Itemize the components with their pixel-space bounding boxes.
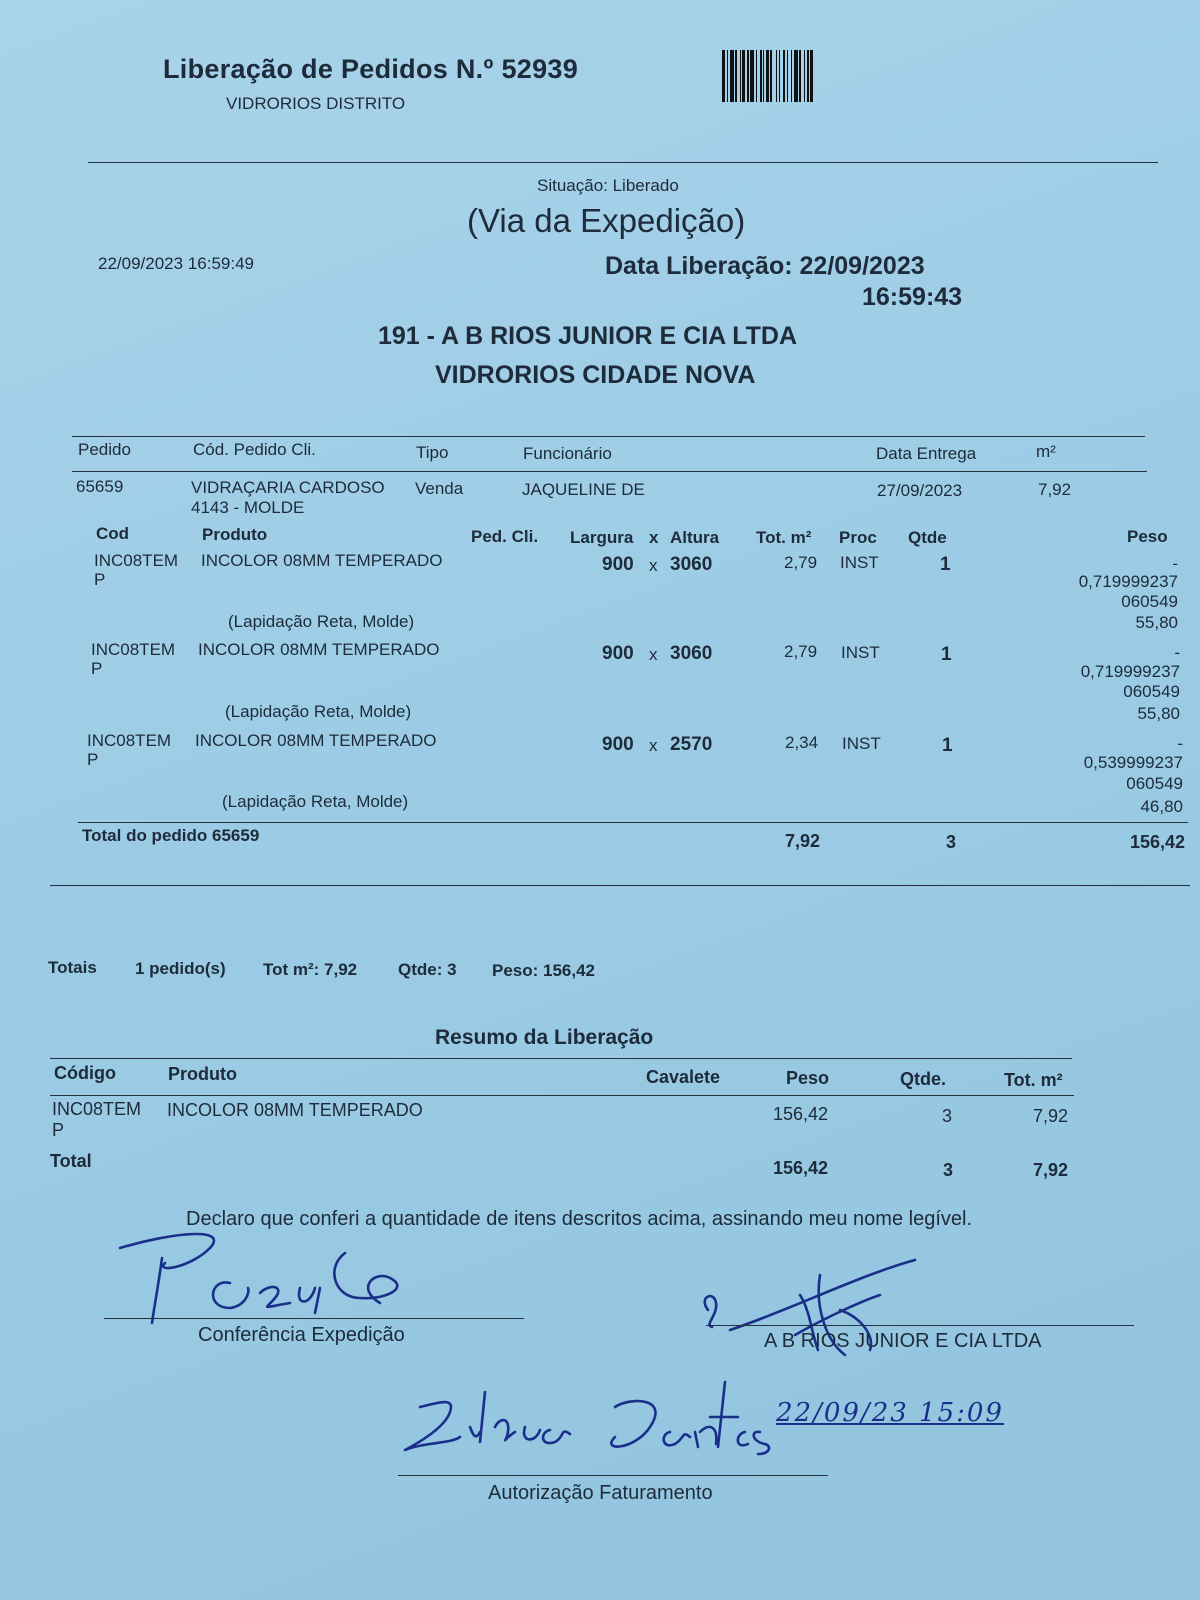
- item-product: INCOLOR 08MM TEMPERADO: [198, 640, 440, 659]
- item-col-altura: Altura: [670, 528, 720, 547]
- summary-total-weight: 156,42: [773, 1158, 829, 1178]
- release-time: 16:59:43: [862, 283, 963, 311]
- item-weight-cont: 060549: [1123, 682, 1180, 701]
- client-order-code-2: 4143 - MOLDE: [191, 498, 305, 517]
- signature-line-autorizacao: [398, 1475, 828, 1476]
- totals-qty: Qtde: 3: [398, 960, 457, 979]
- item-weight: 0,719999237: [1080, 662, 1180, 681]
- item-height: 3060: [670, 554, 713, 575]
- item-obs: (Lapidação Reta, Molde): [228, 612, 415, 631]
- item-product: INCOLOR 08MM TEMPERADO: [195, 731, 437, 750]
- signature-label-client: A B RIOS JUNIOR E CIA LTDA: [764, 1330, 1042, 1352]
- order-total-label: Total do pedido 65659: [82, 826, 260, 845]
- client-name: 191 - A B RIOS JUNIOR E CIA LTDA: [378, 322, 798, 350]
- item-proc: INST: [842, 734, 881, 753]
- document-title: Liberação de Pedidos N.º 52939: [163, 54, 579, 84]
- item-cod: INC08TEM: [94, 551, 179, 570]
- item-weight-total: 46,80: [1140, 797, 1183, 816]
- summary-col-tot-m2: Tot. m²: [1004, 1070, 1063, 1090]
- item-col-proc: Proc: [839, 528, 877, 547]
- status-label: Situação: Liberado: [537, 176, 679, 195]
- item-width: 900: [602, 554, 634, 575]
- summary-total-m2: 7,92: [1033, 1160, 1069, 1180]
- item-weight-cont: 060549: [1126, 774, 1183, 793]
- summary-code-cont: P: [52, 1120, 65, 1140]
- signature-conferencia: [110, 1228, 430, 1338]
- employee: JAQUELINE DE: [522, 480, 645, 499]
- order-table-top-rule: [72, 436, 1145, 437]
- order-total-rule: [78, 822, 1188, 823]
- order-total-weight: 156,42: [1129, 832, 1185, 852]
- barcode-image: [722, 50, 908, 102]
- summary-top-rule: [50, 1058, 1072, 1059]
- summary-product: INCOLOR 08MM TEMPERADO: [167, 1100, 423, 1120]
- item-col-tot-m2: Tot. m²: [756, 528, 812, 547]
- item-proc: INST: [840, 553, 879, 572]
- item-proc: INST: [841, 643, 880, 662]
- release-date: Data Liberação: 22/09/2023: [605, 252, 925, 280]
- totals-m2: Tot m²: 7,92: [263, 960, 358, 979]
- item-x: x: [649, 736, 658, 755]
- item-cod: INC08TEM: [91, 640, 176, 659]
- summary-col-peso: Peso: [786, 1068, 830, 1088]
- summary-qty: 3: [942, 1106, 953, 1126]
- item-weight-dash: -: [1174, 643, 1180, 662]
- summary-header-rule: [50, 1095, 1074, 1096]
- issuer-name: VIDRORIOS DISTRITO: [226, 94, 406, 113]
- item-height: 2570: [670, 734, 713, 755]
- copy-type: (Via da Expedição): [467, 202, 746, 239]
- item-weight-total: 55,80: [1137, 704, 1180, 723]
- item-weight-total: 55,80: [1135, 613, 1178, 632]
- item-col-x: x: [649, 528, 659, 547]
- col-data-entrega: Data Entrega: [876, 444, 977, 463]
- item-tot-m2: 2,34: [785, 733, 819, 752]
- declaration-text: Declaro que conferi a quantidade de itens descritos acima, assinando meu nome legível.: [186, 1208, 973, 1230]
- client-store: VIDRORIOS CIDADE NOVA: [435, 361, 756, 389]
- item-tot-m2: 2,79: [784, 642, 818, 661]
- header-divider: [88, 162, 1158, 163]
- item-x: x: [649, 645, 658, 664]
- summary-m2: 7,92: [1033, 1106, 1069, 1126]
- item-width: 900: [602, 643, 634, 664]
- summary-col-produto: Produto: [168, 1064, 237, 1084]
- item-qty: 1: [941, 644, 952, 665]
- summary-col-cavalete: Cavalete: [646, 1067, 721, 1087]
- item-col-ped-cli: Ped. Cli.: [471, 527, 539, 546]
- item-col-produto: Produto: [202, 525, 268, 544]
- order-total-m2: 7,92: [785, 831, 821, 851]
- col-tipo: Tipo: [416, 443, 449, 462]
- signature-line-client: [706, 1325, 1134, 1326]
- item-col-cod: Cod: [96, 524, 130, 543]
- col-pedido: Pedido: [78, 440, 131, 459]
- item-width: 900: [602, 734, 634, 755]
- item-qty: 1: [942, 735, 953, 756]
- summary-title: Resumo da Liberação: [435, 1026, 654, 1049]
- order-total-qty: 3: [946, 832, 957, 852]
- summary-code: INC08TEM: [52, 1099, 142, 1119]
- item-tot-m2: 2,79: [784, 553, 818, 572]
- summary-weight: 156,42: [773, 1104, 829, 1124]
- item-product: INCOLOR 08MM TEMPERADO: [201, 551, 443, 570]
- item-weight: 0,719999237: [1078, 572, 1178, 591]
- handwritten-date: 22/09/23 15:09: [776, 1398, 1004, 1428]
- summary-total-qty: 3: [943, 1160, 954, 1180]
- summary-total-label: Total: [50, 1151, 92, 1171]
- order-header-rule: [72, 471, 1147, 472]
- col-funcionario: Funcionário: [523, 444, 612, 463]
- item-x: x: [649, 556, 658, 575]
- client-order-code: VIDRAÇARIA CARDOSO: [191, 478, 385, 497]
- totals-weight: Peso: 156,42: [492, 961, 596, 980]
- totals-orders: 1 pedido(s): [135, 959, 226, 978]
- item-cod-cont: P: [94, 570, 106, 589]
- order-m2: 7,92: [1038, 480, 1072, 499]
- col-m2: m²: [1036, 442, 1056, 461]
- signature-label-autorizacao: Autorização Faturamento: [488, 1482, 713, 1504]
- col-cod-pedido-cli: Cód. Pedido Cli.: [193, 440, 316, 459]
- totals-label: Totais: [48, 958, 97, 977]
- signature-autorizacao: [400, 1372, 780, 1472]
- order-number: 65659: [76, 477, 124, 496]
- summary-col-qtde: Qtde.: [900, 1069, 947, 1089]
- item-weight-dash: -: [1172, 554, 1178, 573]
- signature-line-conferencia: [104, 1318, 524, 1319]
- order-section-end-rule: [50, 885, 1190, 886]
- item-weight: 0,539999237: [1083, 753, 1183, 772]
- item-height: 3060: [670, 643, 713, 664]
- item-col-largura: Largura: [570, 528, 634, 547]
- item-cod-cont: P: [87, 750, 99, 769]
- order-type: Venda: [415, 479, 464, 498]
- item-cod-cont: P: [91, 659, 103, 678]
- signature-label-conferencia: Conferência Expedição: [198, 1324, 405, 1346]
- summary-col-codigo: Código: [54, 1063, 116, 1083]
- item-cod: INC08TEM: [87, 731, 172, 750]
- item-col-qtde: Qtde: [908, 528, 947, 547]
- item-obs: (Lapidação Reta, Molde): [225, 702, 412, 721]
- item-weight-cont: 060549: [1121, 592, 1178, 611]
- item-col-peso: Peso: [1127, 527, 1168, 546]
- delivery-date: 27/09/2023: [877, 481, 963, 500]
- item-qty: 1: [940, 554, 951, 575]
- item-weight-dash: -: [1177, 734, 1183, 753]
- print-datetime: 22/09/2023 16:59:49: [98, 254, 254, 273]
- item-obs: (Lapidação Reta, Molde): [222, 792, 409, 811]
